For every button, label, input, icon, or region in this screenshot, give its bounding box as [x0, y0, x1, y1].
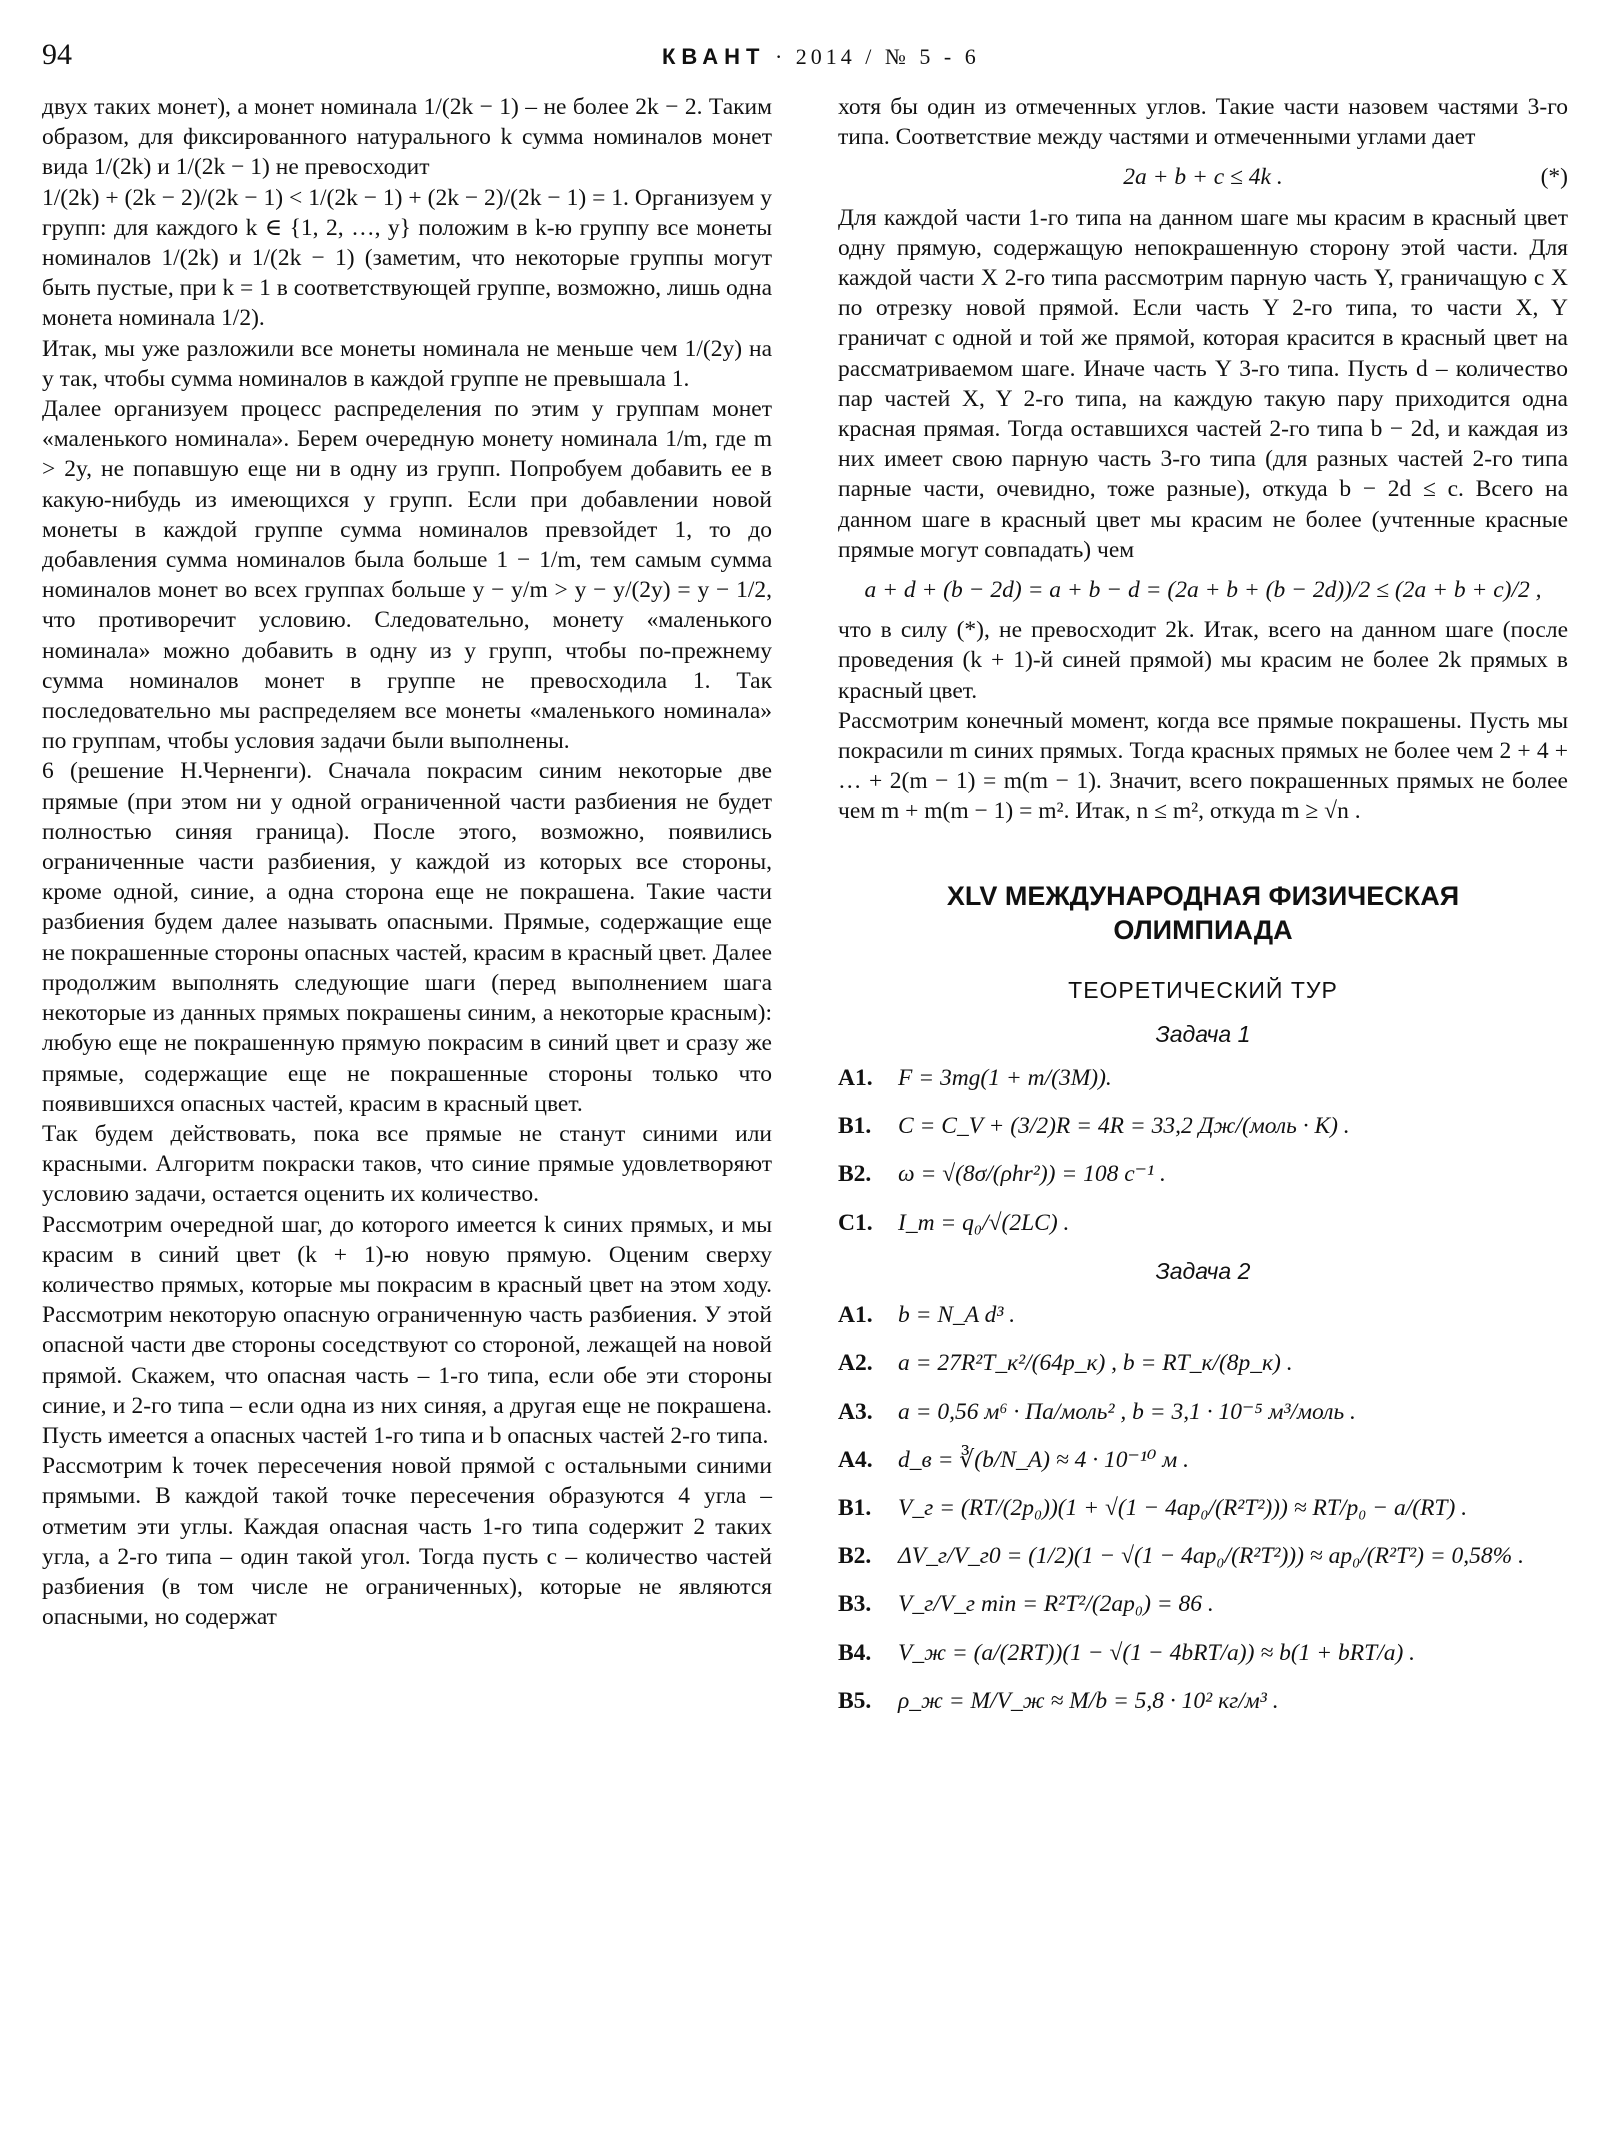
answer-label: B5.: [838, 1687, 872, 1714]
answer-row: [838, 1111, 1568, 1141]
answer-formula: V_ж = (a/(2RT))(1 − √(1 − 4bRT/a)) ≈ b(1 + bRT/a) .: [898, 1639, 1416, 1666]
paragraph: Рассмотрим очередной шаг, до которого имеется k синих прямых, и мы красим в синий цвет (k + 1)-ю новую прямую. Оценим сверху количество прямых, которые мы покрасим в красный цвет на этом ходу. Рассмотрим некоторую опасную ограниченную часть разбиения. У этой опасной части две стороны соседствуют со стороной, лежащей на новой прямой. Скажем, что опасная часть – 1-го типа, если обе эти стороны синие, и 2-го типа – если одна из них синяя, а другая еще не покрашена. Пусть имеется a опасных частей 1-го типа и b опасных частей 2-го типа.: [42, 1211, 772, 1449]
paragraph: Итак, мы уже разложили все монеты номинала не меньше чем 1/(2y) на y так, чтобы сумма номиналов в каждой группе не превышала 1.: [42, 335, 772, 392]
issue-number: · 2014 / № 5 - 6: [774, 44, 980, 69]
problem-title: Задача 2: [1155, 1257, 1251, 1284]
answer-label: A1.: [838, 1302, 873, 1329]
answer-row: [838, 1348, 1568, 1378]
answer-row: [838, 1493, 1568, 1523]
answer-formula: b = N_A d³ .: [898, 1302, 1016, 1329]
answer-formula: ΔV_г/V_г0 = (1/2)(1 − √(1 − 4ap₀/(R²T²))) ≈ ap₀/(R²T²) = 0,58% .: [898, 1543, 1525, 1570]
problem-title: Задача 1: [1155, 1020, 1251, 1047]
answer-row: [838, 1063, 1568, 1093]
round-title: ТЕОРЕТИЧЕСКИЙ ТУР: [1068, 976, 1338, 1003]
answer-formula: a = 0,56 м⁶ · Па/моль² , b = 3,1 · 10⁻⁵ м³/моль .: [898, 1398, 1356, 1425]
answer-label: B3.: [838, 1591, 872, 1618]
answer-row: [838, 1445, 1568, 1475]
answer-label: B1.: [838, 1113, 872, 1140]
paragraph: Так будем действовать, пока все прямые не станут синими или красными. Алгоритм покраски таков, что синие прямые удовлетворяют условию задачи, остается оценить их количество.: [42, 1120, 772, 1208]
paragraph: двух таких монет), а монет номинала 1/(2k − 1) – не более 2k − 2. Таким образом, для фиксированного натурального k сумма номиналов монет вида 1/(2k) и 1/(2k − 1) не превосходит: [42, 94, 772, 181]
paragraph: Рассмотрим k точек пересечения новой прямой с остальными синими прямыми. В каждой такой точке пересечения образуются 4 угла – отметим эти углы. Каждая опасная часть 1-го типа содержит 2 таких угла, а 2-го типа – один такой угол. Тогда пусть c – количество частей разбиения (в том числе не ограниченных), которые не являются опасными, но содержат: [42, 1453, 772, 1631]
formula-chain-body: a + d + (b − 2d) = a + b − d = (2a + b + (b − 2d))/2 ≤ (2a + b + c)/2 ,: [864, 577, 1542, 604]
answer-row: [838, 1541, 1568, 1571]
section-title-line: ОЛИМПИАДА: [1113, 914, 1293, 945]
paragraph: Для каждой части 1-го типа на данном шаге мы красим в красный цвет одну прямую, содержащую непокрашенную сторону этой части. Для каждой части X 2-го типа рассмотрим парную часть Y, граничащую с X по отрезку новой прямой. Если часть Y 2-го типа, то части X, Y граничат с одной и той же прямой, которая красится в красный цвет на рассматриваемом шаге. Иначе часть Y 3-го типа. Пусть d – количество пар частей X, Y 2-го типа, на каждую такую пару приходится одна красная прямая. Тогда оставшихся частей 2-го типа b − 2d, и каждая из них имеет свою парную часть 3-го типа (для разных частей 2-го типа парные части, очевидно, тоже разные), откуда b − 2d ≤ c. Всего на данном шаге в красный цвет мы красим не более (учтенные красные прямые могут совпадать) чем: [838, 204, 1568, 563]
answer-formula: F = 3mg(1 + m/(3M)).: [898, 1065, 1112, 1092]
answer-row: [838, 1686, 1568, 1716]
paragraph: хотя бы один из отмеченных углов. Такие части назовем частями 3-го типа. Соответствие между частями и отмеченными углами дает: [838, 94, 1568, 151]
answer-formula: V_г = (RT/(2p₀))(1 + √(1 − 4ap₀/(R²T²))) ≈ RT/p₀ − a/(RT) .: [898, 1494, 1468, 1521]
answer-row: [838, 1300, 1568, 1330]
answer-label: A2.: [838, 1350, 873, 1377]
answer-label: C1.: [838, 1209, 873, 1236]
answer-formula: ρ_ж = M/V_ж ≈ M/b = 5,8 · 10² кг/м³ .: [898, 1687, 1279, 1714]
section-heading: [838, 879, 1568, 947]
answer-label: A3.: [838, 1398, 873, 1425]
right-column: [838, 92, 1568, 1734]
answer-label: A1.: [838, 1065, 873, 1092]
formula-star-tag: (*): [1540, 164, 1568, 191]
paragraph: 6 (решение Н.Черненги). Сначала покрасим синим некоторые две прямые (при этом ни у одной ограниченной части разбиения не будет полностью синяя граница). После этого, возможно, появились ограниченные части разбиения, у каждой из которых все стороны, кроме одной, синие, а одна сторона еще не покрашена. Такие части разбиения будем далее называть опасными. Прямые, содержащие еще не покрашенные стороны опасных частей, красим в красный цвет. Далее продолжим выполнять следующие шаги (перед выполнением шага некоторые из данных прямых покрашены синим, а некоторые красным): любую еще не покрашенную прямую покрасим в синий цвет и сразу же прямые, содержащие еще не покрашенные стороны только что появившихся опасных частей, красим в красный цвет.: [42, 758, 772, 1117]
paragraph: 1/(2k) + (2k − 2)/(2k − 1) < 1/(2k − 1) + (2k − 2)/(2k − 1) = 1. Организуем y групп: для каждого k ∈ {1, 2, …, y} положим в k-ю группу все монеты номиналов 1/(2k) и 1/(2k − 1) (заметим, что некоторые группы могут быть пустые, при k = 1 в соответствующей группе, возможно, лишь одна монета номинала 1/2).: [42, 184, 773, 332]
section-title-line: XLV МЕЖДУНАРОДНАЯ ФИЗИЧЕСКАЯ: [946, 880, 1460, 911]
answer-formula: a = 27R²T_к²/(64p_к) , b = RT_к/(8p_к) .: [898, 1350, 1293, 1377]
answer-label: B4.: [838, 1639, 872, 1666]
answer-row: [838, 1638, 1568, 1668]
journal-name: КВАНТ: [662, 44, 766, 69]
journal-title: [662, 44, 980, 70]
formula-star-body: 2a + b + c ≤ 4k .: [1123, 164, 1283, 191]
left-column: [42, 92, 772, 1632]
answer-label: A4.: [838, 1446, 873, 1473]
answer-row: [838, 1208, 1568, 1238]
answer-label: B2.: [838, 1543, 872, 1570]
paragraph: что в силу (*), не превосходит 2k. Итак, всего на данном шаге (после проведения (k + 1)-й синей прямой) мы красим не более 2k прямых в красный цвет.: [838, 617, 1568, 704]
page-header: [42, 38, 1558, 78]
page-number: 94: [42, 38, 72, 71]
answer-formula: V_г/V_г min = R²T²/(2ap₀) = 86 .: [898, 1591, 1214, 1618]
answer-formula: C = C_V + (3/2)R = 4R = 33,2 Дж/(моль · К) .: [898, 1113, 1350, 1140]
answer-row: [838, 1397, 1568, 1427]
answer-formula: d_в = ∛(b/N_A) ≈ 4 · 10⁻¹⁰ м .: [898, 1446, 1190, 1473]
formula-chain: [838, 575, 1568, 605]
answer-row: [838, 1589, 1568, 1619]
answer-formula: ω = √(8σ/(ρhr²)) = 108 с⁻¹ .: [898, 1161, 1166, 1188]
answer-label: B1.: [838, 1494, 872, 1521]
paragraph: Рассмотрим конечный момент, когда все прямые покрашены. Пусть мы покрасили m синих прямых. Тогда красных прямых не более чем 2 + 4 + … + 2(m − 1) = m(m − 1). Значит, всего покрашенных прямых не более чем m + m(m − 1) = m². Итак, n ≤ m², откуда m ≥ √n .: [838, 707, 1568, 825]
answer-formula: I_m = q₀/√(2LC) .: [898, 1209, 1070, 1236]
formula-star: [838, 162, 1568, 192]
answer-label: B2.: [838, 1161, 872, 1188]
paragraph: Далее организуем процесс распределения по этим y группам монет «маленького номинала». Берем очередную монету номинала 1/m, где m > 2y, не попавшую еще ни в одну из групп. Попробуем добавить ее в какую-нибудь из имеющихся y групп. Если при добавлении новой монеты в каждой группе сумма номиналов превзойдет 1, то до добавления сумма номиналов была больше 1 − 1/m, тем самым сумма номиналов монет во всех группах больше y − y/m > y − y/(2y) = y − 1/2, что противоречит условию. Следовательно, монету «маленького номинала» можно добавить в одну из y групп, чтобы по-прежнему сумма номиналов монет в группе не превосходила 1. Так последовательно мы распределяем все монеты «маленького номинала» по группам, чтобы условия задачи были выполнены.: [42, 396, 772, 755]
answer-row: [838, 1159, 1568, 1189]
